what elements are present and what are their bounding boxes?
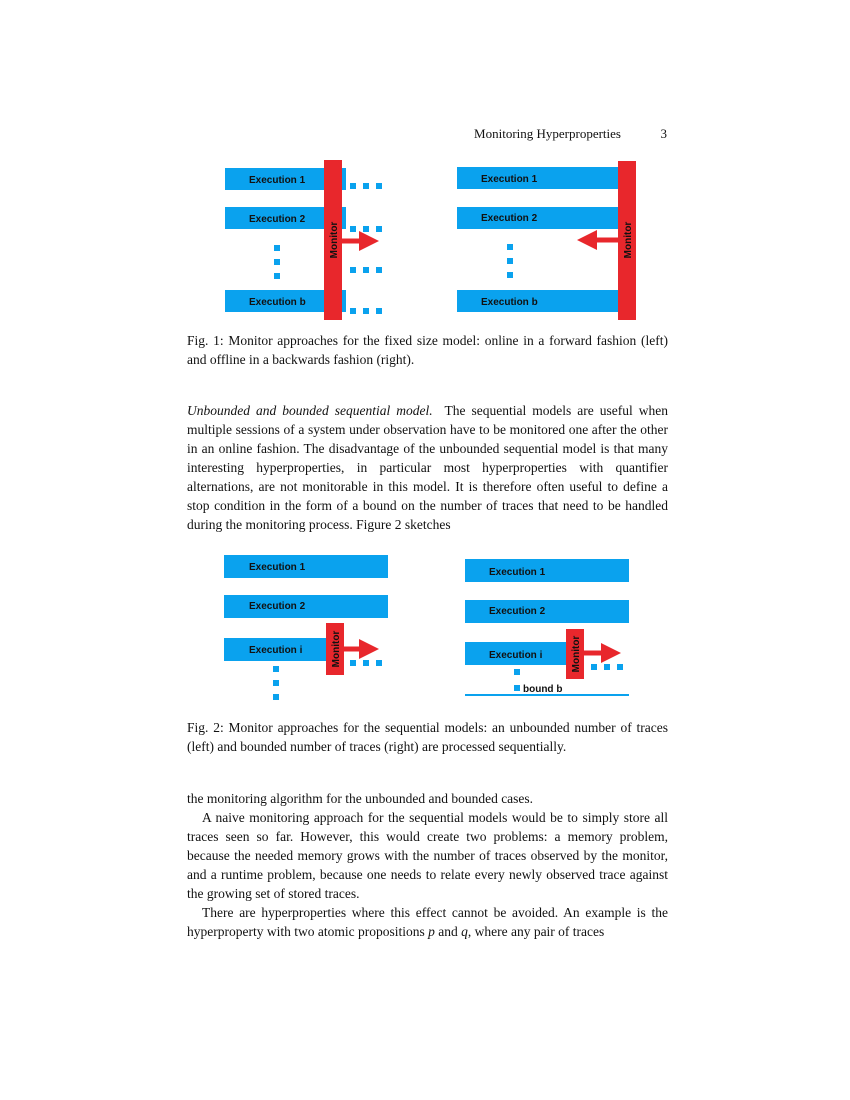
execution-label: Execution 1 — [489, 567, 546, 578]
trace-continuation-dots — [350, 183, 382, 314]
body-paragraph — [187, 903, 668, 941]
monitor-label: Monitor — [329, 221, 340, 259]
execution-label: Execution 1 — [249, 175, 306, 186]
ellipsis-dot — [273, 680, 279, 686]
math-p: p — [428, 924, 435, 939]
ellipsis-dot — [274, 245, 280, 251]
body-text-run: There are hyperproperties where this effect cannot be avoided. An example is the hyperproperty with two atomic propositions — [187, 905, 668, 939]
math-q: q — [461, 924, 468, 939]
trace-continuation-dots — [350, 660, 382, 666]
execution-label: Execution 1 — [481, 174, 538, 185]
body-paragraph: the monitoring algorithm for the unbounded and bounded cases. — [187, 791, 534, 806]
page-number: 3 — [660, 126, 667, 141]
bound-label: bound b — [523, 684, 563, 695]
figure2-caption: Fig. 2: Monitor approaches for the sequential models: an unbounded number of traces (left) and bounded number of traces (right) are processed sequentially. — [187, 720, 668, 754]
execution-label: Execution 2 — [489, 606, 546, 617]
ellipsis-dot — [514, 669, 520, 675]
figure2-left — [224, 555, 388, 700]
ellipsis-dot — [507, 272, 513, 278]
execution-label: Execution b — [249, 297, 306, 308]
body-text-run: and — [434, 924, 462, 939]
body-text-run: , where any pair of traces — [467, 924, 605, 939]
ellipsis-dot — [274, 273, 280, 279]
execution-label: Execution i — [489, 650, 543, 661]
section-heading: Unbounded and bounded sequential model. — [187, 403, 433, 418]
ellipsis-dot — [514, 685, 520, 691]
monitor-label: Monitor — [623, 221, 634, 259]
execution-label: Execution 2 — [249, 214, 306, 225]
trace-continuation-dots — [591, 664, 623, 670]
monitor-label: Monitor — [331, 630, 342, 668]
figure1-caption: Fig. 1: Monitor approaches for the fixed size model: online in a forward fashion (left) and offline in a backwards fashion (right). — [187, 333, 668, 367]
ellipsis-dot — [507, 244, 513, 250]
section-paragraph — [187, 401, 668, 534]
monitor-label: Monitor — [571, 635, 582, 673]
figure2-right — [465, 559, 629, 695]
figure1-right — [457, 161, 636, 320]
ellipsis-dot — [274, 259, 280, 265]
execution-label: Execution 2 — [481, 213, 538, 224]
execution-label: Execution b — [481, 297, 538, 308]
body-paragraph: A naive monitoring approach for the sequential models would be to simply store all traces seen so far. However, this would create two problems: a memory problem, because the needed memory grows with the number of traces observed by the monitor, and a runtime problem, because one needs to relate every newly observed trace against the growing set of stored traces. — [187, 810, 668, 901]
section-text: The sequential models are useful when multiple sessions of a system under observation have to be monitored one after the other in an online fashion. The disadvantage of the unbounded sequential model is that many interesting hyperproperties, in particular most hyperproperties with quantifier alternations, are not monitorable in this model. It is therefore often useful to define a stop condition in the form of a bound on the number of traces that need to be handled during the monitoring process. Figure 2 sketches — [187, 403, 668, 532]
execution-label: Execution 2 — [249, 601, 306, 612]
running-title: Monitoring Hyperproperties — [474, 126, 621, 141]
ellipsis-dot — [507, 258, 513, 264]
body-text — [187, 789, 668, 941]
figure1-left — [225, 160, 382, 320]
execution-label: Execution 1 — [249, 562, 306, 573]
ellipsis-dot — [273, 694, 279, 700]
execution-label: Execution i — [249, 645, 303, 656]
ellipsis-dot — [273, 666, 279, 672]
